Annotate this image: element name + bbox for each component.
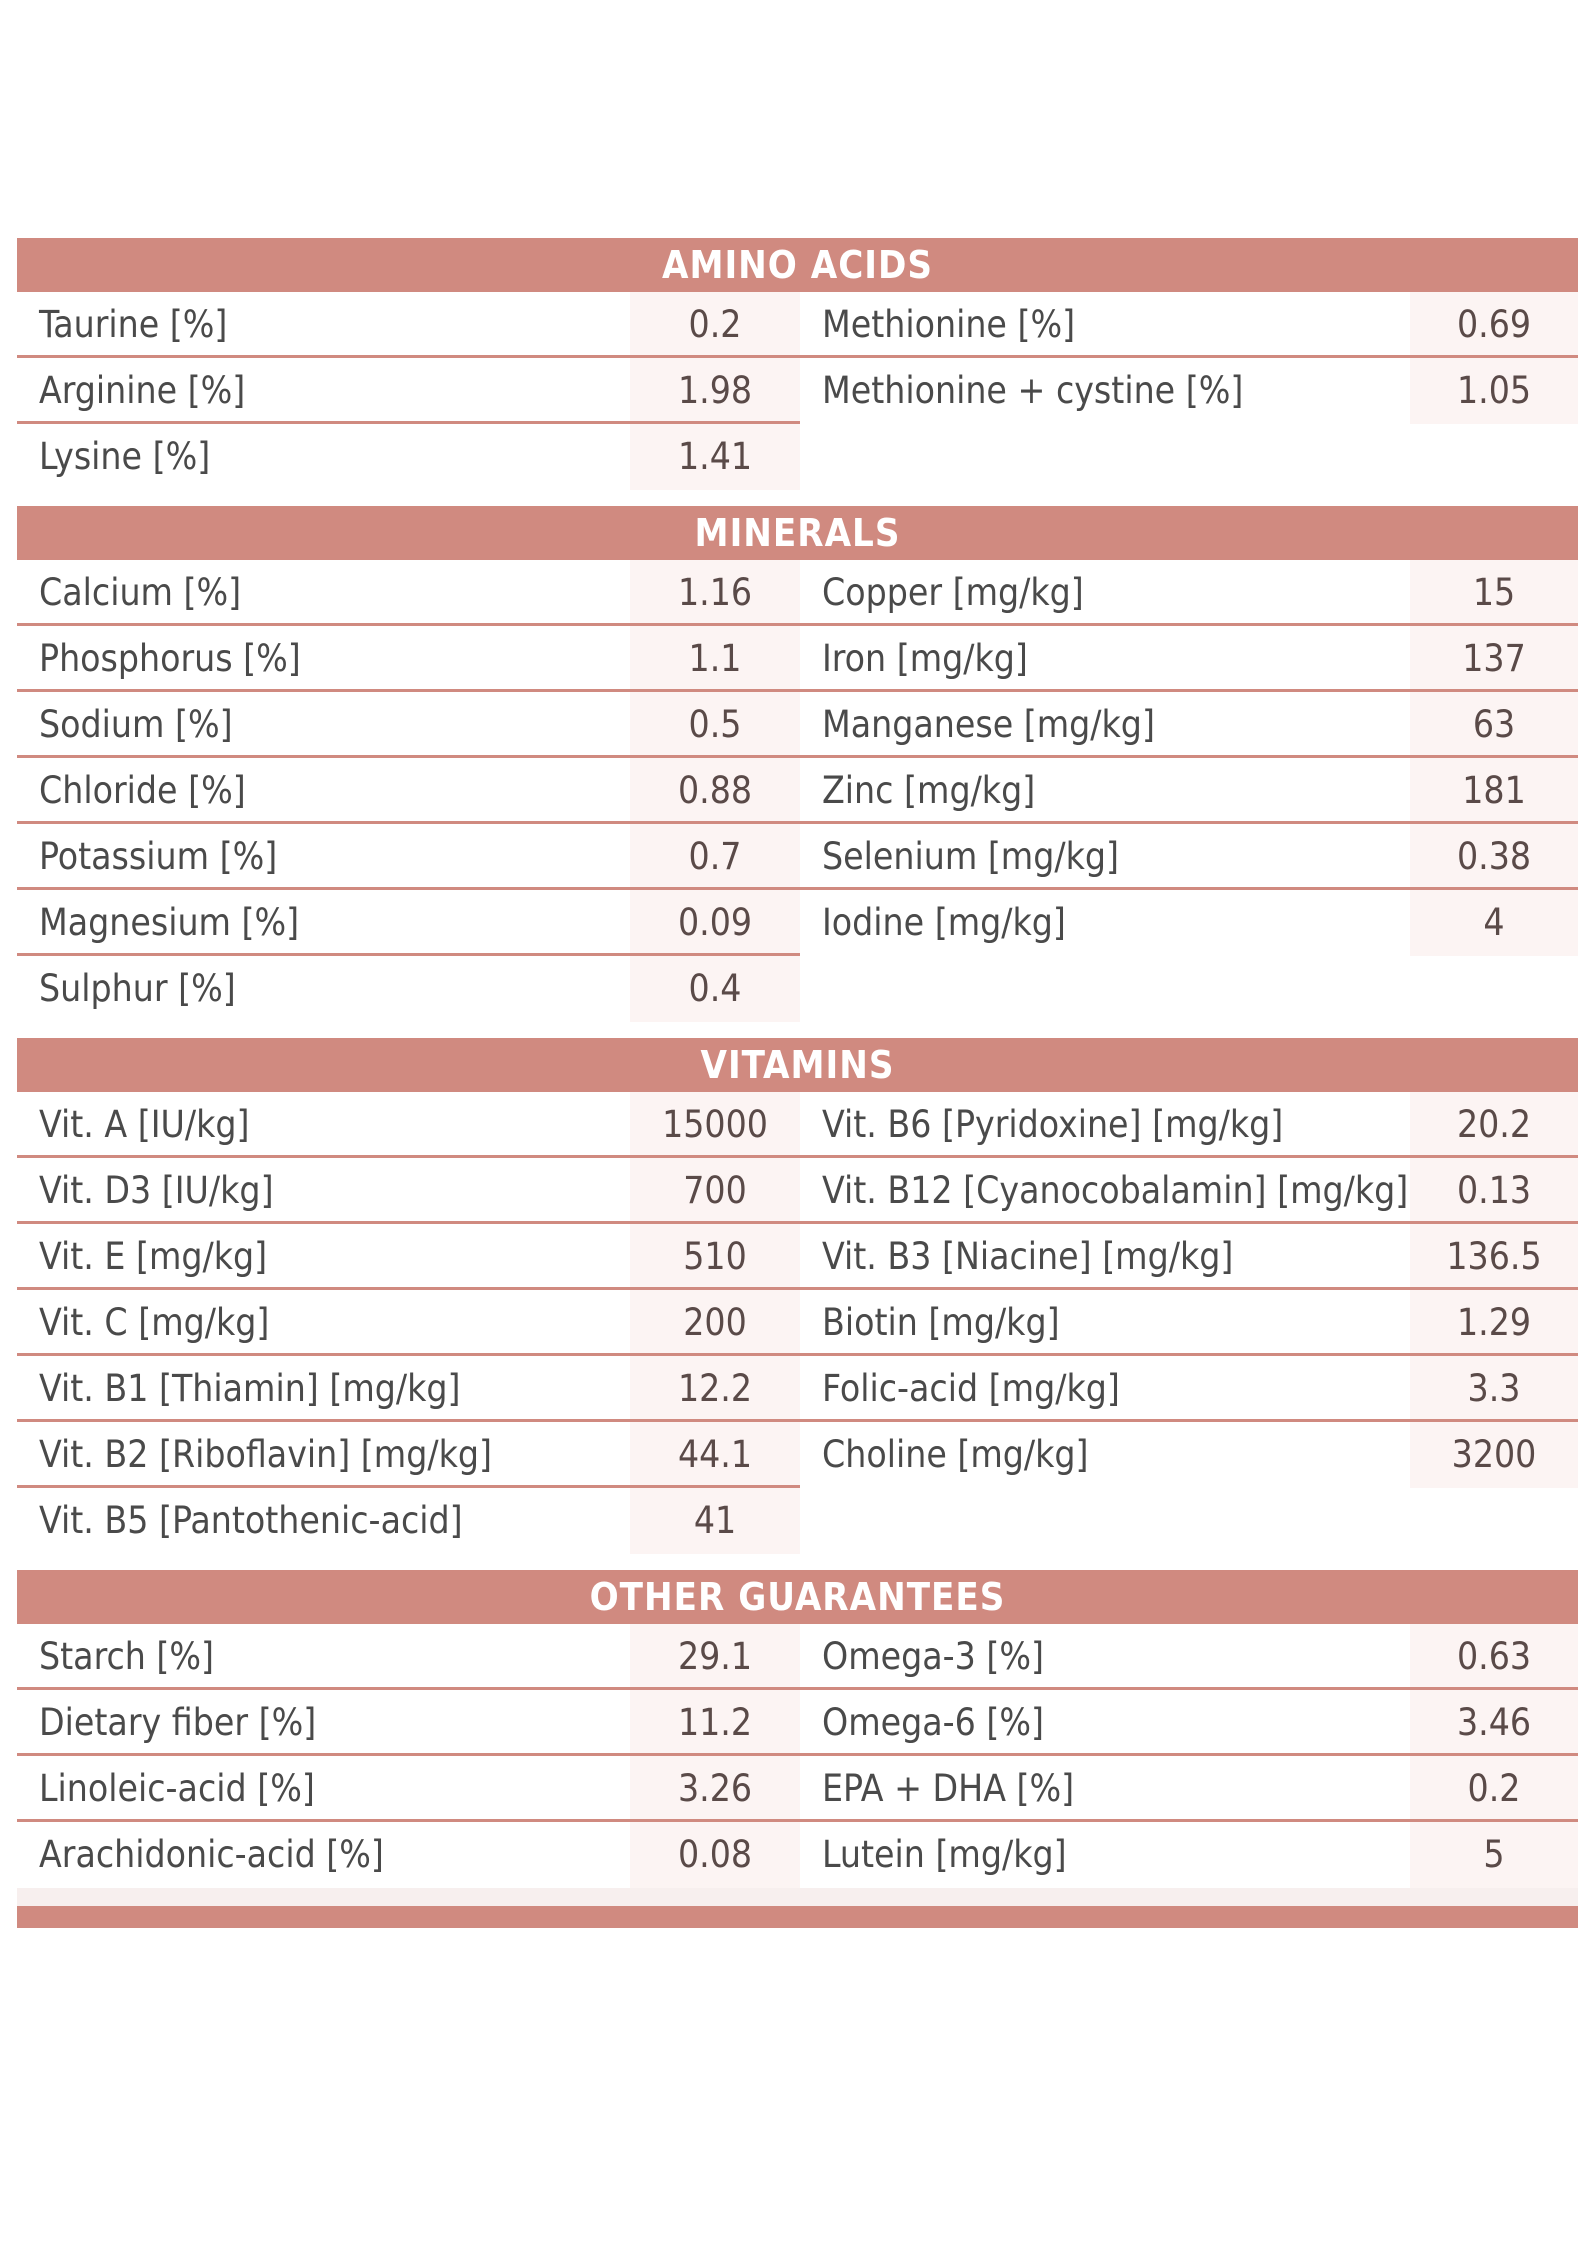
- nutrient-value: 0.88: [630, 758, 800, 824]
- nutrient-value: 63: [1410, 692, 1578, 758]
- table-row: [17, 358, 1578, 424]
- table-row: [17, 758, 1578, 824]
- table-row: [17, 890, 1578, 956]
- nutrient-value: [1410, 1488, 1578, 1554]
- nutrient-value: 5: [1410, 1822, 1578, 1888]
- nutrient-value: [1410, 956, 1578, 1022]
- nutrient-label: Vit. B2 [Riboflavin] [mg/kg]: [17, 1422, 630, 1488]
- nutrient-label: Vit. B12 [Cyanocobalamin] [mg/kg]: [800, 1158, 1410, 1224]
- nutrient-value: [1410, 424, 1578, 490]
- nutrient-label: Lysine [%]: [39, 435, 211, 478]
- nutrient-label: Vit. B5 [Pantothenic-acid]: [39, 1499, 463, 1542]
- nutrient-label: Vit. A [IU/kg]: [17, 1092, 630, 1158]
- nutrient-label: Methionine + cystine [%]: [822, 369, 1244, 412]
- table-row: [17, 424, 1578, 490]
- table-row: [17, 1822, 1578, 1888]
- nutrient-value: 15: [1410, 560, 1578, 626]
- nutrient-label: Vit. B6 [Pyridoxine] [mg/kg]: [800, 1092, 1410, 1158]
- table-row: [17, 292, 1578, 358]
- nutrient-label: Biotin [mg/kg]: [800, 1290, 1410, 1356]
- nutrient-value: 0.63: [1410, 1624, 1578, 1690]
- section-rows: [17, 292, 1578, 490]
- nutrient-label: Copper [mg/kg]: [800, 560, 1410, 626]
- nutrient-value: 0.4: [630, 956, 800, 1022]
- table-row: [17, 1488, 1578, 1554]
- table-row: [17, 1092, 1578, 1158]
- nutrient-label: Dietary fiber [%]: [17, 1690, 630, 1756]
- nutrient-label: Choline [mg/kg]: [822, 1433, 1089, 1476]
- table-row: [17, 824, 1578, 890]
- nutrient-value: 0.69: [1410, 292, 1578, 358]
- nutrient-value: 510: [630, 1224, 800, 1290]
- nutrient-label: Calcium [%]: [17, 560, 630, 626]
- nutrient-value: 1.05: [1410, 358, 1578, 424]
- nutrient-label: Methionine [%]: [800, 292, 1410, 358]
- nutrient-label: Taurine [%]: [17, 292, 630, 358]
- nutrient-label: Lutein [mg/kg]: [822, 1833, 1067, 1876]
- nutrient-label: Starch [%]: [17, 1624, 630, 1690]
- nutrient-label: Manganese [mg/kg]: [800, 692, 1410, 758]
- nutrient-label: Arachidonic-acid [%]: [39, 1833, 384, 1876]
- section-title: VITAMINS: [17, 1038, 1578, 1092]
- nutrition-table: [17, 238, 1578, 1928]
- table-row: [17, 1356, 1578, 1422]
- nutrient-label: Zinc [mg/kg]: [800, 758, 1410, 824]
- nutrient-value: 0.2: [1410, 1756, 1578, 1822]
- nutrient-label: Potassium [%]: [17, 824, 630, 890]
- nutrient-value: 4: [1410, 890, 1578, 956]
- nutrient-label: Iron [mg/kg]: [800, 626, 1410, 692]
- nutrient-label: Vit. B3 [Niacine] [mg/kg]: [800, 1224, 1410, 1290]
- nutrient-label: [800, 956, 1410, 1022]
- nutrient-value: 1.1: [630, 626, 800, 692]
- section-title: OTHER GUARANTEES: [17, 1570, 1578, 1624]
- nutrient-value: 0.08: [630, 1822, 800, 1888]
- nutrient-label: Omega-3 [%]: [800, 1624, 1410, 1690]
- nutrient-label: Omega-6 [%]: [800, 1690, 1410, 1756]
- table-row: [17, 1290, 1578, 1356]
- nutrient-value: 29.1: [630, 1624, 800, 1690]
- nutrient-value: 0.13: [1410, 1158, 1578, 1224]
- section-rows: [17, 560, 1578, 1022]
- nutrient-label: Vit. B1 [Thiamin] [mg/kg]: [17, 1356, 630, 1422]
- table-row: [17, 1224, 1578, 1290]
- nutrient-value: 3.26: [630, 1756, 800, 1822]
- table-row: [17, 1158, 1578, 1224]
- nutrient-value: 0.2: [630, 292, 800, 358]
- nutrient-value: 1.16: [630, 560, 800, 626]
- nutrient-value: 44.1: [630, 1422, 800, 1488]
- nutrient-value: 12.2: [630, 1356, 800, 1422]
- section-rows: [17, 1624, 1578, 1888]
- nutrient-value: 1.98: [630, 358, 800, 424]
- nutrient-value: 1.29: [1410, 1290, 1578, 1356]
- table-row: [17, 1756, 1578, 1822]
- nutrient-value: 41: [630, 1488, 800, 1554]
- section-title: MINERALS: [17, 506, 1578, 560]
- nutrient-label: Magnesium [%]: [17, 890, 630, 956]
- nutrient-label: [800, 424, 1410, 490]
- nutrient-label: Arginine [%]: [17, 358, 630, 424]
- table-row: [17, 692, 1578, 758]
- nutrient-value: 3.46: [1410, 1690, 1578, 1756]
- table-row: [17, 1690, 1578, 1756]
- nutrient-label: Selenium [mg/kg]: [800, 824, 1410, 890]
- section-title: AMINO ACIDS: [17, 238, 1578, 292]
- nutrient-value: 11.2: [630, 1690, 800, 1756]
- nutrient-value: 15000: [630, 1092, 800, 1158]
- nutrient-label: [800, 1488, 1410, 1554]
- nutrient-label: Sodium [%]: [17, 692, 630, 758]
- nutrient-label: Folic-acid [mg/kg]: [800, 1356, 1410, 1422]
- nutrient-label: Chloride [%]: [17, 758, 630, 824]
- nutrient-value: 700: [630, 1158, 800, 1224]
- nutrient-value: 0.38: [1410, 824, 1578, 890]
- table-row: [17, 956, 1578, 1022]
- nutrient-value: 0.5: [630, 692, 800, 758]
- nutrient-value: 3200: [1410, 1422, 1578, 1488]
- table-row: [17, 1422, 1578, 1488]
- nutrient-value: 200: [630, 1290, 800, 1356]
- nutrient-label: Sulphur [%]: [39, 967, 236, 1010]
- table-row: [17, 626, 1578, 692]
- nutrient-label: Vit. E [mg/kg]: [17, 1224, 630, 1290]
- table-row: [17, 1624, 1578, 1690]
- table-footer-band: [17, 1906, 1578, 1928]
- nutrient-value: 1.41: [630, 424, 800, 490]
- nutrient-value: 20.2: [1410, 1092, 1578, 1158]
- nutrient-value: 181: [1410, 758, 1578, 824]
- nutrient-label: EPA + DHA [%]: [800, 1756, 1410, 1822]
- nutrient-value: 3.3: [1410, 1356, 1578, 1422]
- nutrient-label: Iodine [mg/kg]: [822, 901, 1066, 944]
- section-rows: [17, 1092, 1578, 1554]
- table-footer-shade: [17, 1888, 1578, 1906]
- nutrient-value: 0.09: [630, 890, 800, 956]
- table-row: [17, 560, 1578, 626]
- nutrient-label: Linoleic-acid [%]: [17, 1756, 630, 1822]
- nutrient-value: 136.5: [1410, 1224, 1578, 1290]
- nutrient-value: 137: [1410, 626, 1578, 692]
- nutrient-label: Vit. D3 [IU/kg]: [17, 1158, 630, 1224]
- nutrient-value: 0.7: [630, 824, 800, 890]
- nutrient-label: Vit. C [mg/kg]: [17, 1290, 630, 1356]
- nutrient-label: Phosphorus [%]: [17, 626, 630, 692]
